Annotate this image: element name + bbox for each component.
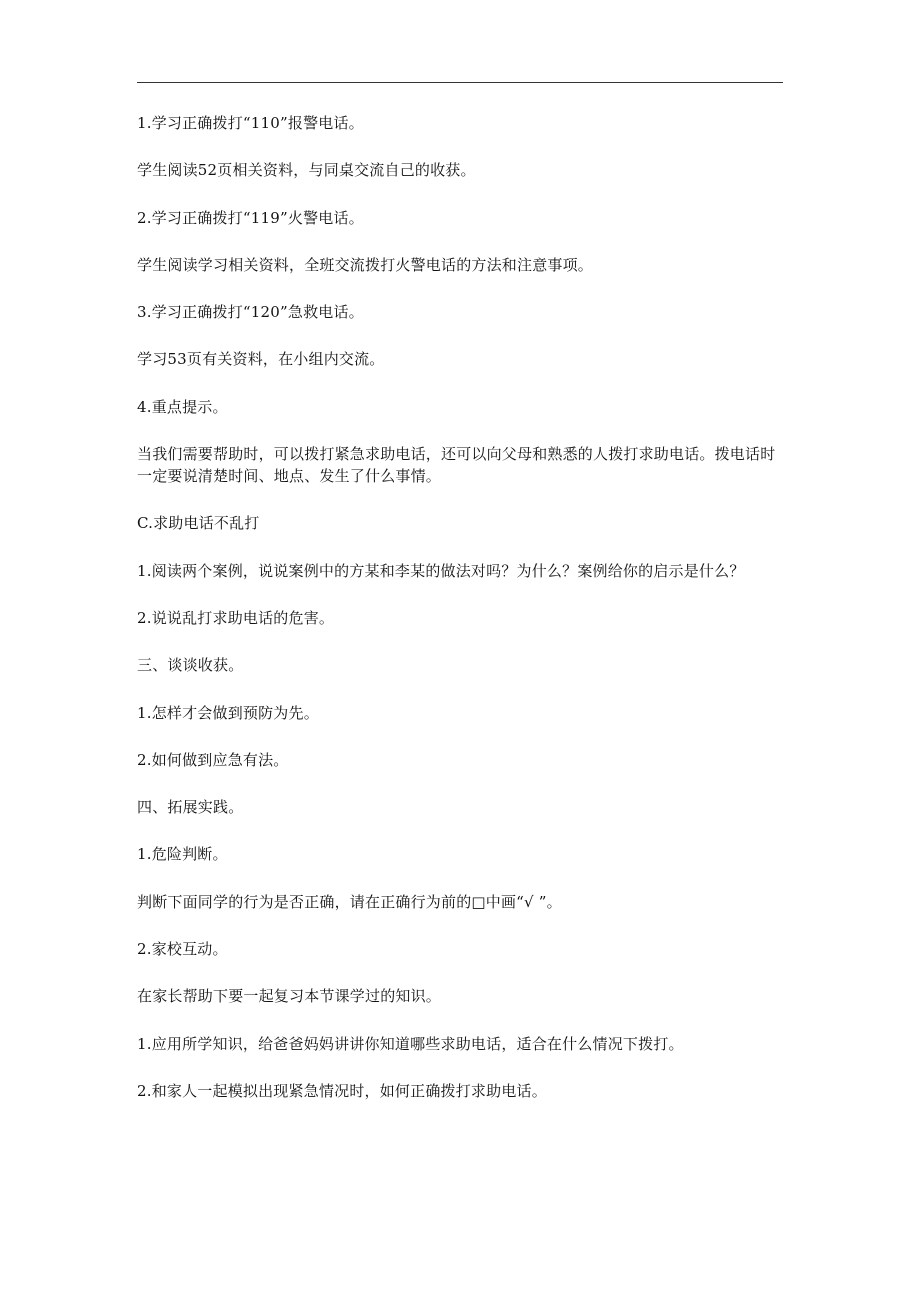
- paragraph-8: 当我们需要帮助时，可以拨打紧急求助电话，还可以向父母和熟悉的人拨打求助电话。拨电话时一定要说清楚时间、地点、发生了什么事情。: [137, 445, 776, 486]
- paragraph-7: 4.重点提示。: [137, 397, 228, 416]
- paragraph-9: C.求助电话不乱打: [137, 514, 260, 533]
- paragraph-16: 1.危险判断。: [137, 845, 228, 864]
- paragraph-17: 判断下面同学的行为是否正确，请在正确行为前的□中画“√ ”。: [137, 892, 562, 911]
- paragraph-13: 1.怎样才会做到预防为先。: [137, 703, 319, 722]
- paragraph-6: 学习53页有关资料，在小组内交流。: [137, 350, 385, 369]
- paragraph-20: 1.应用所学知识，给爸爸妈妈讲讲你知道哪些求助电话，适合在什么情况下拨打。: [137, 1034, 684, 1053]
- paragraph-15: 四、拓展实践。: [137, 798, 244, 817]
- paragraph-10: 1.阅读两个案例，说说案例中的方某和李某的做法对吗？为什么？案例给你的启示是什么？: [137, 561, 745, 580]
- paragraph-3: 2.学习正确拨打“119”火警电话。: [137, 208, 364, 227]
- document-body: [137, 112, 783, 1127]
- paragraph-14: 2.如何做到应急有法。: [137, 750, 289, 769]
- header-rule: [137, 82, 783, 83]
- paragraph-4: 学生阅读学习相关资料，全班交流拨打火警电话的方法和注意事项。: [137, 255, 594, 274]
- paragraph-5: 3.学习正确拨打“120”急救电话。: [137, 303, 364, 322]
- paragraph-18: 2.家校互动。: [137, 940, 228, 959]
- paragraph-11: 2.说说乱打求助电话的危害。: [137, 608, 335, 627]
- paragraph-12: 三、谈谈收获。: [137, 656, 244, 675]
- paragraph-2: 学生阅读52页相关资料，与同桌交流自己的收获。: [137, 161, 476, 180]
- paragraph-1: 1.学习正确拨打“110”报警电话。: [137, 114, 364, 132]
- paragraph-21: 2.和家人一起模拟出现紧急情况时，如何正确拨打求助电话。: [137, 1081, 547, 1100]
- paragraph-19: 在家长帮助下要一起复习本节课学过的知识。: [137, 987, 442, 1006]
